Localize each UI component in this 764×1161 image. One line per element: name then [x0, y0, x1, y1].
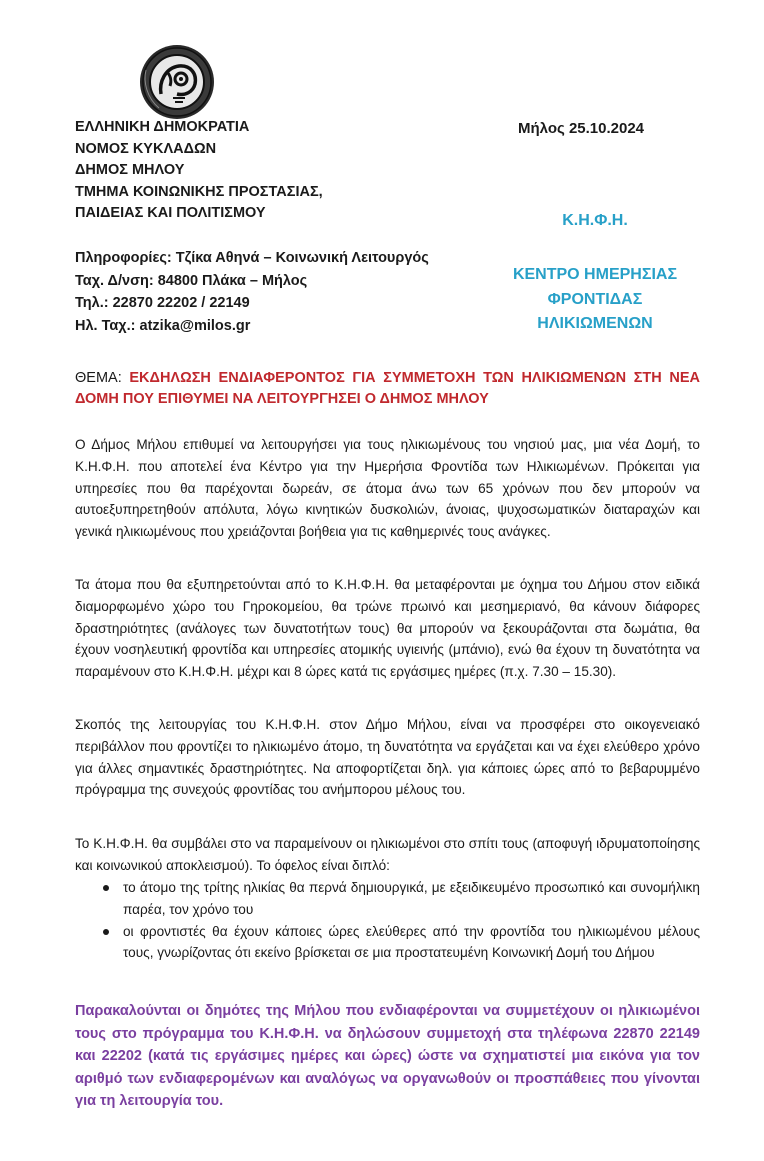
municipality-coin-logo-icon [137, 42, 217, 122]
body-paragraph: Σκοπός της λειτουργίας του Κ.Η.Φ.Η. στον Δήμο Μήλου, είναι να προσφέρει στο οικογενειακό περιβάλλον που φροντίζει το ηλικιωμένο άτομο, τη δυνατότητα να εργάζεται και να έχει ελεύθερο χρόνο για άλλες σημαντικές δραστηριότητες. Να αποφορτίζεται δηλ. για κάποιες ώρες από το βεβαρυμμένο πρόγραμμα της συνεχούς φροντίδας του ανήμπορου μέλους του. [75, 717, 700, 798]
header-line: ΤΜΗΜΑ ΚΟΙΝΩΝΙΚΗΣ ΠΡΟΣΤΑΣΙΑΣ, [75, 183, 323, 200]
subject-line [75, 368, 700, 410]
center-abbreviation: Κ.Η.Φ.Η. [562, 212, 628, 229]
contact-email: Ηλ. Ταχ.: atzika@milos.gr [75, 317, 251, 334]
list-item-text: οι φροντιστές θα έχουν κάποιες ώρες ελεύθερες από την φροντίδα του ηλικιωμένου μέλους τους, γνωρίζοντας ότι εκείνο βρίσκεται σε μια προστατευμένη Κοινωνική Δομή του Δήμου [123, 923, 700, 961]
contact-address: Ταχ. Δ/νση: 84800 Πλάκα – Μήλος [75, 272, 308, 289]
issuer-header [75, 117, 495, 225]
header-line: ΕΛΛΗΝΙΚΗ ΔΗΜΟΚΡΑΤΙΑ [75, 119, 250, 135]
body-paragraph: Ο Δήμος Μήλου επιθυμεί να λειτουργήσει για τους ηλικιωμένους του νησιού μας, μια νέα Δομή, το Κ.Η.Φ.Η. που αποτελεί ένα Κέντρο για την Ημερήσια Φροντίδα των Ηλικιωμένων. Πρόκειται για υπηρεσίες που θα παρέχονται δωρεάν, σε άτομα άνω των 65 χρόνων που δεν μπορούν να αυτοεξυπηρετηθούν απόλυτα, λόγω κινητικών δυσκολιών, άνοιας, ψυχοσωματικών διαταραχών και γενικά ηλικιωμένους που χρειάζονται βοήθεια για τις καθημερινές τους ανάγκες. [75, 437, 700, 540]
contact-info: Πληροφορίες: Τζίκα Αθηνά – Κοινωνική Λειτουργός [75, 250, 429, 266]
header-line: ΔΗΜΟΣ ΜΗΛΟΥ [75, 162, 185, 179]
subject-text: ΕΚΔΗΛΩΣΗ ΕΝΔΙΑΦΕΡΟΝΤΟΣ ΓΙΑ ΣΥΜΜΕΤΟΧΗ ΤΩΝ ΗΛΙΚΙΩΜΕΝΩΝ ΣΤΗ ΝΕΑ ΔΟΜΗ ΠΟΥ ΕΠΙΘΥΜΕΙ ΝΑ ΛΕΙΤΟΥΡΓΗΣΕΙ Ο ΔΗΜΟΣ ΜΗΛΟΥ [75, 370, 700, 407]
body-paragraph: Τα άτομα που θα εξυπηρετούνται από το Κ.Η.Φ.Η. θα μεταφέρονται με όχημα του Δήμου στον ειδικά διαμορφωμένο χώρο του Γηροκομείου, θα τρώνε πρωινό και μεσημεριανό, θα κάνουν διάφορες δραστηριότητες (ανάλογες των δυνατοτήτων τους) θα μπορούν να ξεκουράζονται στα δωμάτια, θα έχουν νοσηλευτική φροντίδα και υπηρεσίες ατομικής υγιεινής (μπάνιο), ενώ θα έχουν τη δυνατότητα να παραμένουν στο Κ.Η.Φ.Η. μέχρι και 8 ώρες κατά τις εργάσιμες ημέρες (π.χ. 7.30 – 15.30). [75, 577, 700, 680]
subject-label: ΘΕΜΑ: [75, 370, 122, 386]
header-line: ΠΑΙΔΕΙΑΣ ΚΑΙ ΠΟΛΙΤΙΣΜΟΥ [75, 205, 266, 222]
closing-request: Παρακαλούνται οι δημότες της Μήλου που ενδιαφέρονται να συμμετέχουν οι ηλικιωμένοι τους στο πρόγραμμα του Κ.Η.Φ.Η. να δηλώσουν συμμετοχή στα τηλέφωνα 22870 22149 και 22202 (κατά τις εργάσιμες ημέρες και ώρες) ώστε να σχηματιστεί μια εικόνα για τον αριθμό των ενδιαφερομένων και αναλόγως να οργανωθούν οι προσπάθειες που γίνονται για τη λειτουργία του. [75, 1003, 700, 1110]
list-item [75, 877, 700, 921]
contact-block [75, 247, 495, 337]
list-item [75, 921, 700, 965]
bullet-icon [103, 885, 109, 891]
header-line: ΝΟΜΟΣ ΚΥΚΛΑΔΩΝ [75, 140, 217, 157]
center-full-name [480, 263, 710, 337]
center-name-line: ΚΕΝΤΡΟ ΗΜΕΡΗΣΙΑΣ [512, 266, 678, 283]
center-name-line: ΗΛΙΚΙΩΜΕΝΩΝ [537, 315, 653, 332]
benefits-list [75, 877, 700, 964]
contact-phone: Τηλ.: 22870 22202 / 22149 [75, 295, 250, 311]
bullet-icon [103, 929, 109, 935]
document-date: Μήλος 25.10.2024 [518, 120, 645, 137]
center-name-line: ΦΡΟΝΤΙΔΑΣ [547, 290, 643, 308]
list-item-text: το άτομο της τρίτης ηλικίας θα περνά δημιουργικά, με εξειδικευμένο προσωπικό και συνομήλικη παρέα, τον χρόνο του [123, 880, 700, 917]
body-paragraph: Το Κ.Η.Φ.Η. θα συμβάλει στο να παραμείνουν οι ηλικιωμένοι στο σπίτι τους (αποφυγή ιδρυματοποίησης και κοινωνικού αποκλεισμού). Το όφελος είναι διπλό: [75, 836, 700, 873]
